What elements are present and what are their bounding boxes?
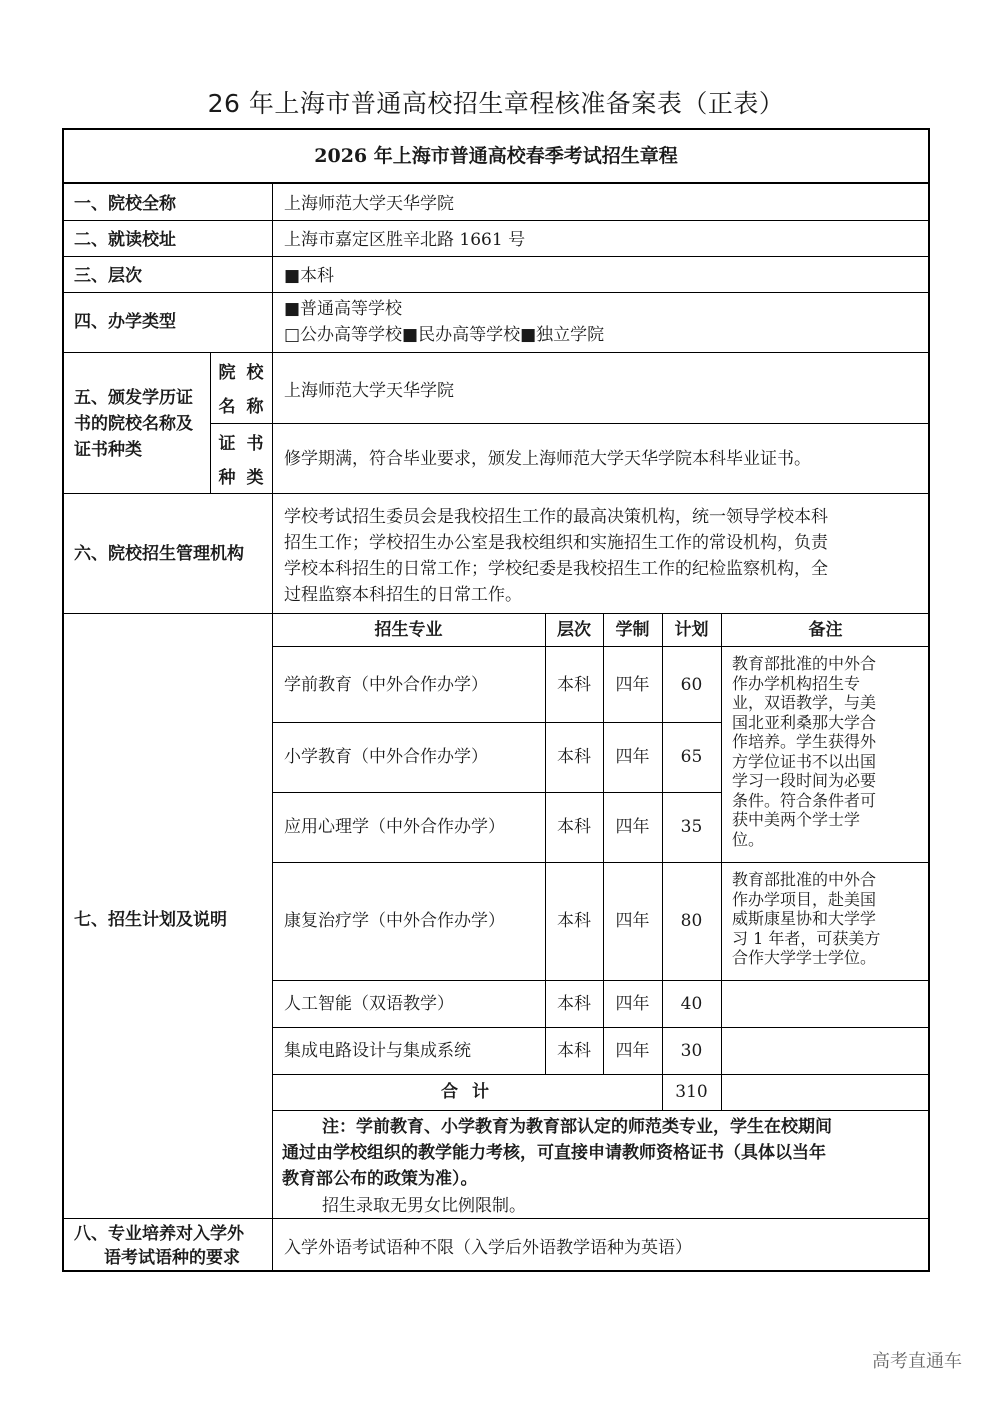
- divider: [272, 182, 273, 1272]
- label-plan: 七、招生计划及说明: [74, 910, 227, 930]
- divider: [210, 352, 211, 493]
- major-years: 四年: [615, 817, 650, 837]
- note-line: 威斯康星协和大学学: [732, 909, 877, 928]
- note-line: 国北亚利桑那大学合: [732, 712, 877, 732]
- cert-school-value: 上海师范大学天华学院: [284, 381, 454, 401]
- table-header: 2026 年上海市普通高校春季考试招生章程: [314, 145, 678, 167]
- sub-label-char: 种: [218, 468, 236, 488]
- mgmt-text-l1: 学校考试招生委员会是我校招生工作的最高决策机构，统一领导学校本科: [284, 507, 828, 527]
- level-value: ■本科: [284, 266, 335, 286]
- col-header-major: 招生专业: [374, 620, 443, 640]
- sub-label-char: 类: [246, 468, 264, 488]
- major-level: 本科: [557, 1041, 591, 1061]
- label-school-name: 一、院校全称: [74, 194, 176, 214]
- sub-label-char: 校: [246, 363, 264, 383]
- cert-kind-value: 修学期满，符合毕业要求，颁发上海师范大学天华学院本科毕业证书。: [284, 449, 811, 469]
- col-header-note: 备注: [808, 620, 843, 640]
- label-language-l2: 语考试语种的要求: [104, 1248, 240, 1268]
- label-address: 二、就读校址: [74, 230, 176, 250]
- major-level: 本科: [557, 994, 591, 1014]
- major-count: 35: [680, 817, 703, 837]
- divider: [62, 1218, 930, 1219]
- note-joint-institution: [732, 654, 922, 849]
- label-cert-l3: 证书种类: [74, 440, 142, 460]
- language-value: 入学外语考试语种不限（入学后外语教学语种为英语）: [284, 1238, 692, 1258]
- divider: [62, 182, 930, 184]
- major-name: 应用心理学（中外合作办学）: [284, 817, 505, 837]
- divider: [272, 1110, 930, 1111]
- note-line: 业，双语教学，与美: [732, 693, 877, 712]
- sub-label-char: 院: [218, 363, 236, 383]
- note-line: 获中美两个学士学: [732, 810, 861, 829]
- remark-l3: 教育部公布的政策为准）。: [282, 1169, 478, 1189]
- major-count: 40: [680, 994, 703, 1014]
- major-count: 30: [680, 1041, 703, 1061]
- sub-label-char: 证: [218, 434, 236, 454]
- major-years: 四年: [615, 747, 650, 767]
- major-name: 集成电路设计与集成系统: [284, 1041, 471, 1061]
- divider: [210, 423, 930, 424]
- remark-l2: 通过由学校组织的教学能力考核，可直接申请教师资格证书（具体以当年: [282, 1143, 826, 1163]
- major-count: 65: [680, 747, 703, 767]
- school-type-line2: □公办高等学校■民办高等学校■独立学院: [284, 325, 605, 345]
- col-header-level: 层次: [557, 620, 591, 640]
- divider: [62, 292, 930, 293]
- divider: [272, 1027, 930, 1028]
- major-name: 康复治疗学（中外合作办学）: [284, 911, 505, 931]
- label-cert-l1: 五、颁发学历证: [74, 388, 193, 408]
- note-line: 方学位证书不以出国: [732, 751, 877, 771]
- note-line: 学习一段时间为必要: [732, 771, 877, 790]
- divider: [62, 220, 930, 221]
- address-value: 上海市嘉定区胜辛北路 1661 号: [284, 230, 526, 250]
- school-name-value: 上海师范大学天华学院: [284, 194, 454, 214]
- divider: [272, 792, 722, 793]
- major-name: 人工智能（双语教学）: [284, 994, 454, 1014]
- major-level: 本科: [557, 675, 591, 695]
- note-line: 习 1 年者，可获美方: [732, 928, 881, 948]
- label-cert-l2: 书的院校名称及: [74, 414, 193, 434]
- major-name: 学前教育（中外合作办学）: [284, 675, 488, 695]
- major-name: 小学教育（中外合作办学）: [284, 747, 488, 767]
- note-joint-project: [732, 870, 922, 968]
- major-years: 四年: [615, 911, 650, 931]
- note-line: 合作大学学士学位。: [732, 948, 877, 967]
- mgmt-text-l4: 过程监察本科招生的日常工作。: [284, 585, 522, 605]
- major-years: 四年: [615, 1041, 650, 1061]
- total-count: 310: [675, 1082, 708, 1102]
- note-line: 条件。符合条件者可: [732, 790, 877, 810]
- note-line: 教育部批准的中外合: [732, 870, 877, 889]
- divider: [272, 1074, 930, 1075]
- sub-label-char: 称: [246, 397, 264, 417]
- mgmt-text-l3: 学校本科招生的日常工作；学校纪委是我校招生工作的纪检监察机构，全: [284, 559, 828, 579]
- col-header-count: 计划: [674, 620, 709, 640]
- major-years: 四年: [615, 994, 650, 1014]
- divider: [62, 613, 930, 614]
- major-level: 本科: [557, 747, 591, 767]
- label-admission-office: 六、院校招生管理机构: [74, 544, 244, 564]
- divider: [272, 646, 930, 647]
- major-level: 本科: [557, 817, 591, 837]
- school-type-line1: ■普通高等学校: [284, 299, 403, 319]
- label-level: 三、层次: [74, 266, 142, 286]
- note-line: 作办学机构招生专: [732, 673, 861, 693]
- note-line: 作办学项目，赴美国: [732, 889, 877, 909]
- major-count: 60: [680, 675, 703, 695]
- major-count: 80: [680, 911, 703, 931]
- note-line: 位。: [732, 829, 765, 849]
- total-label: 合 计: [441, 1082, 493, 1102]
- divider: [272, 722, 722, 723]
- divider: [62, 493, 930, 494]
- divider: [272, 980, 930, 981]
- col-header-years: 学制: [615, 620, 650, 640]
- remark-l1: 注：学前教育、小学教育为教育部认定的师范类专业，学生在校期间: [322, 1117, 832, 1137]
- mgmt-text-l2: 招生工作；学校招生办公室是我校组织和实施招生工作的常设机构，负责: [284, 533, 828, 553]
- divider: [272, 862, 930, 863]
- divider: [62, 256, 930, 257]
- note-line: 作培养。学生获得外: [732, 732, 877, 751]
- label-language-l1: 八、专业培养对入学外: [74, 1224, 244, 1244]
- sub-label-char: 书: [246, 434, 264, 454]
- label-school-type: 四、办学类型: [74, 312, 176, 332]
- major-level: 本科: [557, 911, 591, 931]
- note-line: 教育部批准的中外合: [732, 654, 877, 673]
- sub-label-char: 名: [218, 397, 236, 417]
- page-title: 26 年上海市普通高校招生章程核准备案表（正表）: [207, 89, 785, 118]
- divider: [62, 352, 930, 353]
- divider: [721, 613, 722, 1110]
- remark-l4: 招生录取无男女比例限制。: [322, 1196, 526, 1216]
- major-years: 四年: [615, 675, 650, 695]
- watermark: 高考直通车: [872, 1351, 962, 1372]
